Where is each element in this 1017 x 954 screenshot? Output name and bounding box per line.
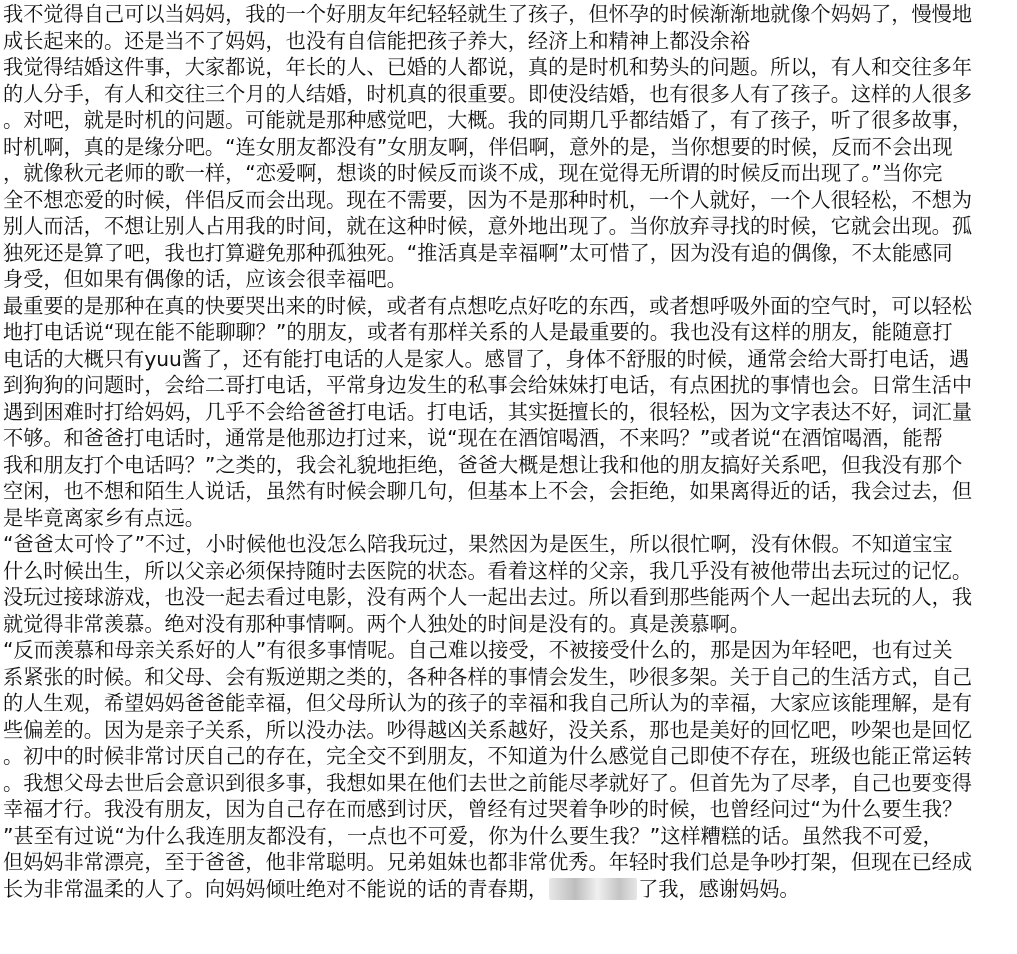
text-line: 什么时候出生，所以父亲必须保持随时去医院的状态。看着这样的父亲，我几乎没有被他带出去玩过的记忆。 (3, 558, 973, 583)
text-line: “反而羡慕和母亲关系好的人”有很多事情呢。自己难以接受，不被接受什么的，那是因为年轻吧，也有过关 (3, 638, 953, 662)
text-line: 到狗狗的问题时，会给二哥打电话，平常身边发生的私事会给妹妹打电话，有点困扰的事情也会。日常生活中 (3, 373, 973, 397)
paragraph (3, 293, 1013, 532)
text-line: 电话的大概只有yuu酱了，还有能打电话的人是家人。感冒了，身体不舒服的时候，通常会给大哥打电话，遇 (3, 346, 970, 371)
text-line: 遇到困难时打给妈妈，几乎不会给爸爸打电话。打电话，其实挺擅长的，很轻松，因为文字表达不好，词汇量 (3, 399, 973, 424)
paragraph (3, 637, 1013, 902)
text-line: 我不觉得自己可以当妈妈，我的一个好朋友年纪轻轻就生了孩子，但怀孕的时候渐渐地就像个妈妈了，慢慢地 (3, 2, 973, 26)
text-line: 我觉得结婚这件事，大家都说，年长的人、已婚的人都说，真的是时机和势头的问题。所以，有人和交往多年 (3, 55, 973, 79)
text-line: 。对吧，就是时机的问题。可能就是那种感觉吧，大概。我的同期几乎都结婚了，有了孩子，听了很多故事， (3, 108, 973, 132)
text-line: ，就像秋元老师的歌一样，“恋爱啊，想谈的时候反而谈不成，现在觉得无所谓的时候反而出现了。”当你完 (3, 161, 943, 185)
paragraph (3, 54, 1013, 293)
text-line: 独死还是算了吧，我也打算避免那种孤独死。“推活真是幸福啊”太可惜了，因为没有追的偶像，不太能感同 (3, 240, 953, 265)
text-line: 不够。和爸爸打电话时，通常是他那边打过来，说“现在在酒馆喝酒，不来吗？”或者说“在酒馆喝酒，能帮 (3, 426, 943, 450)
text-line: 别人而活，不想让别人占用我的时间，就在这种时候，意外地出现了。当你放弃寻找的时候，它就会出现。孤 (3, 214, 973, 238)
text-line: 我和朋友打个电话吗？”之类的，我会礼貌地拒绝，爸爸大概是想让我和他的朋友搞好关系吧，但我没有那个 (3, 452, 963, 477)
text-line: 。初中的时候非常讨厌自己的存在，完全交不到朋友，不知道为什么感觉自己即使不存在，班级也能正常运转 (3, 744, 973, 768)
text-line: 时机啊，真的是缘分吧。“连女朋友都没有”女朋友啊，伴侣啊，意外的是，当你想要的时候，反而不会出现 (3, 134, 953, 159)
text-line: 些偏差的。因为是亲子关系，所以没办法。吵得越凶关系越好，没关系，那也是美好的回忆吧，吵架也是回忆 (3, 717, 973, 742)
text-line: 但妈妈非常漂亮，至于爸爸，他非常聪明。兄弟姐妹也都非常优秀。年轻时我们总是争吵打架，但现在已经成 (3, 850, 973, 874)
text-line: 没玩过接球游戏，也没一起去看过电影，没有两个人一起出去过。所以看到那些能两个人一起出去玩的人，我 (3, 585, 973, 609)
text-line: 系紧张的时候。和父母、会有叛逆期之类的，各种各样的事情会发生，吵很多架。关于自己的生活方式，自己 (3, 664, 973, 689)
text-line: 空闲，也不想和陌生人说话，虽然有时候会聊几句，但基本上不会，会拒绝，如果离得近的话，我会过去，但 (3, 479, 973, 503)
text-segment: 长为非常温柔的人了。向妈妈倾吐绝对不能说的话的青春期， (3, 876, 549, 901)
text-line: 就觉得非常羡慕。绝对没有那种事情啊。两个人独处的时间是没有的。真是羡慕啊。 (3, 611, 750, 636)
text-line: 身受，但如果有偶像的话，应该会很幸福吧。 (3, 267, 407, 291)
redaction-watermark (549, 878, 637, 900)
text-line: 是毕竟离家乡有点远。 (3, 505, 205, 530)
text-line (3, 876, 1013, 903)
text-line: 最重要的是那种在真的快要哭出来的时候，或者有点想吃点好吃的东西，或者想呼吸外面的空气时，可以轻松 (3, 293, 973, 318)
paragraph (3, 531, 1013, 637)
paragraph (3, 1, 1013, 54)
text-line: 成长起来的。还是当不了妈妈，也没有自信能把孩子养大，经济上和精神上都没余裕 (3, 28, 750, 53)
text-line: 的人分手，有人和交往三个月的人结婚，时机真的很重要。即使没结婚，也有很多人有了孩子。这样的人很多 (3, 81, 973, 106)
text-line: “爸爸太可怜了”不过，小时候他也没怎么陪我玩过，果然因为是医生，所以很忙啊，没有休假。不知道宝宝 (3, 532, 953, 556)
text-line: 全不想恋爱的时候，伴侣反而会出现。现在不需要，因为不是那种时机，一个人就好，一个人很轻松，不想为 (3, 187, 973, 212)
text-segment: 了我，感谢妈妈。 (638, 876, 800, 901)
text-line: 地打电话说“现在能不能聊聊？”的朋友，或者有那样关系的人是最重要的。我也没有这样的朋友，能随意打 (3, 320, 953, 344)
text-line: 。我想父母去世后会意识到很多事，我想如果在他们去世之前能尽孝就好了。但首先为了尽孝，自己也要变得 (3, 770, 973, 795)
text-line: 幸福才行。我没有朋友，因为自己存在而感到讨厌，曾经有过哭着争吵的时候，也曾经问过“为什么要生我？ (3, 797, 963, 821)
text-line: ”甚至有过说“为什么我连朋友都没有，一点也不可爱，你为什么要生我？”这样糟糕的话。虽然我不可爱， (3, 823, 943, 848)
text-line: 的人生观，希望妈妈爸爸能幸福，但父母所认为的孩子的幸福和我自己所认为的幸福，大家应该能理解，是有 (3, 691, 973, 715)
document-body (3, 1, 1013, 902)
